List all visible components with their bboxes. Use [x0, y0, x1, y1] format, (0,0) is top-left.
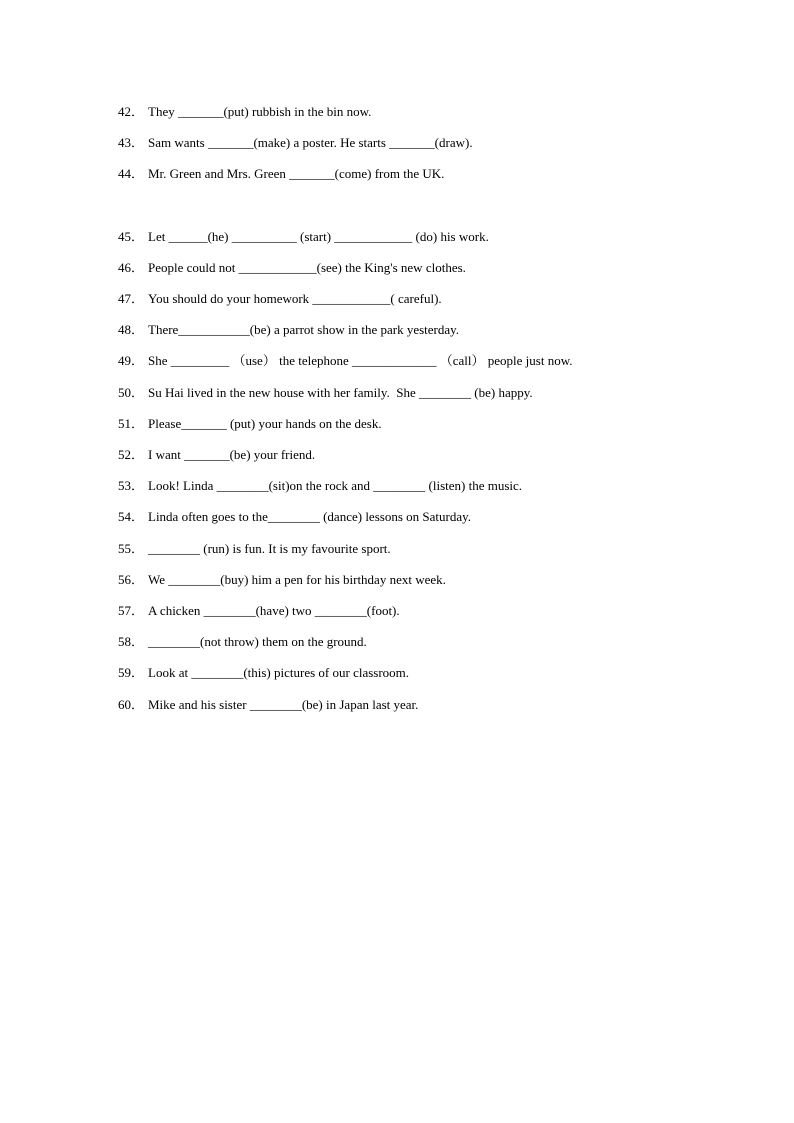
question-text: We ________(buy) him a pen for his birthday next week. — [148, 572, 446, 587]
question-45 — [118, 229, 489, 245]
question-text: Mike and his sister ________(be) in Japan last year. — [148, 697, 419, 712]
question-number: 49． — [118, 353, 145, 368]
question-text: Mr. Green and Mrs. Green _______(come) from the UK. — [148, 166, 445, 181]
question-number: 58． — [118, 634, 145, 649]
question-number: 54． — [118, 509, 145, 524]
question-number: 46． — [118, 260, 145, 275]
question-56 — [118, 572, 446, 588]
question-58 — [118, 634, 367, 650]
question-49 — [118, 353, 573, 369]
question-42 — [118, 104, 371, 120]
question-number: 45． — [118, 229, 145, 244]
question-number: 48． — [118, 322, 145, 337]
question-number: 50． — [118, 385, 145, 400]
question-44 — [118, 166, 444, 182]
question-text: Look at ________(this) pictures of our classroom. — [148, 665, 410, 680]
question-51 — [118, 416, 382, 432]
question-text: She _________ （use） the telephone _____________ （call） people just now. — [148, 353, 573, 368]
question-number: 60． — [118, 697, 145, 712]
question-48 — [118, 322, 459, 338]
question-60 — [118, 697, 418, 713]
question-text: Look! Linda ________(sit)on the rock and ________ (listen) the music. — [148, 478, 523, 493]
question-54 — [118, 509, 471, 525]
question-number: 43． — [118, 135, 145, 150]
question-50 — [118, 385, 533, 401]
question-number: 57． — [118, 603, 145, 618]
question-52 — [118, 447, 315, 463]
question-55 — [118, 541, 391, 557]
question-43 — [118, 135, 473, 151]
question-text: You should do your homework ____________( careful). — [148, 291, 442, 306]
question-text: People could not ____________(see) the King's new clothes. — [148, 260, 466, 275]
question-text: Let ______(he) __________ (start) ____________ (do) his work. — [148, 229, 489, 244]
question-text: They _______(put) rubbish in the bin now. — [148, 104, 372, 119]
question-text: I want _______(be) your friend. — [148, 447, 316, 462]
question-number: 42． — [118, 104, 145, 119]
question-53 — [118, 478, 522, 494]
question-46 — [118, 260, 466, 276]
question-number: 56． — [118, 572, 145, 587]
question-number: 59． — [118, 665, 145, 680]
question-text: There___________(be) a parrot show in the park yesterday. — [148, 322, 460, 337]
question-number: 44． — [118, 166, 145, 181]
question-number: 52． — [118, 447, 145, 462]
question-number: 51． — [118, 416, 145, 431]
question-number: 55． — [118, 541, 145, 556]
question-text: ________(not throw) them on the ground. — [148, 634, 367, 649]
question-number: 47． — [118, 291, 145, 306]
question-text: Sam wants _______(make) a poster. He starts _______(draw). — [148, 135, 473, 150]
question-47 — [118, 291, 442, 307]
question-57 — [118, 603, 400, 619]
question-text: ________ (run) is fun. It is my favourite sport. — [148, 541, 391, 556]
question-text: Su Hai lived in the new house with her family. She ________ (be) happy. — [148, 385, 533, 400]
question-text: A chicken ________(have) two ________(foot). — [148, 603, 400, 618]
question-59 — [118, 665, 409, 681]
question-number: 53． — [118, 478, 145, 493]
question-text: Linda often goes to the________ (dance) lessons on Saturday. — [148, 509, 472, 524]
question-text: Please_______ (put) your hands on the desk. — [148, 416, 382, 431]
